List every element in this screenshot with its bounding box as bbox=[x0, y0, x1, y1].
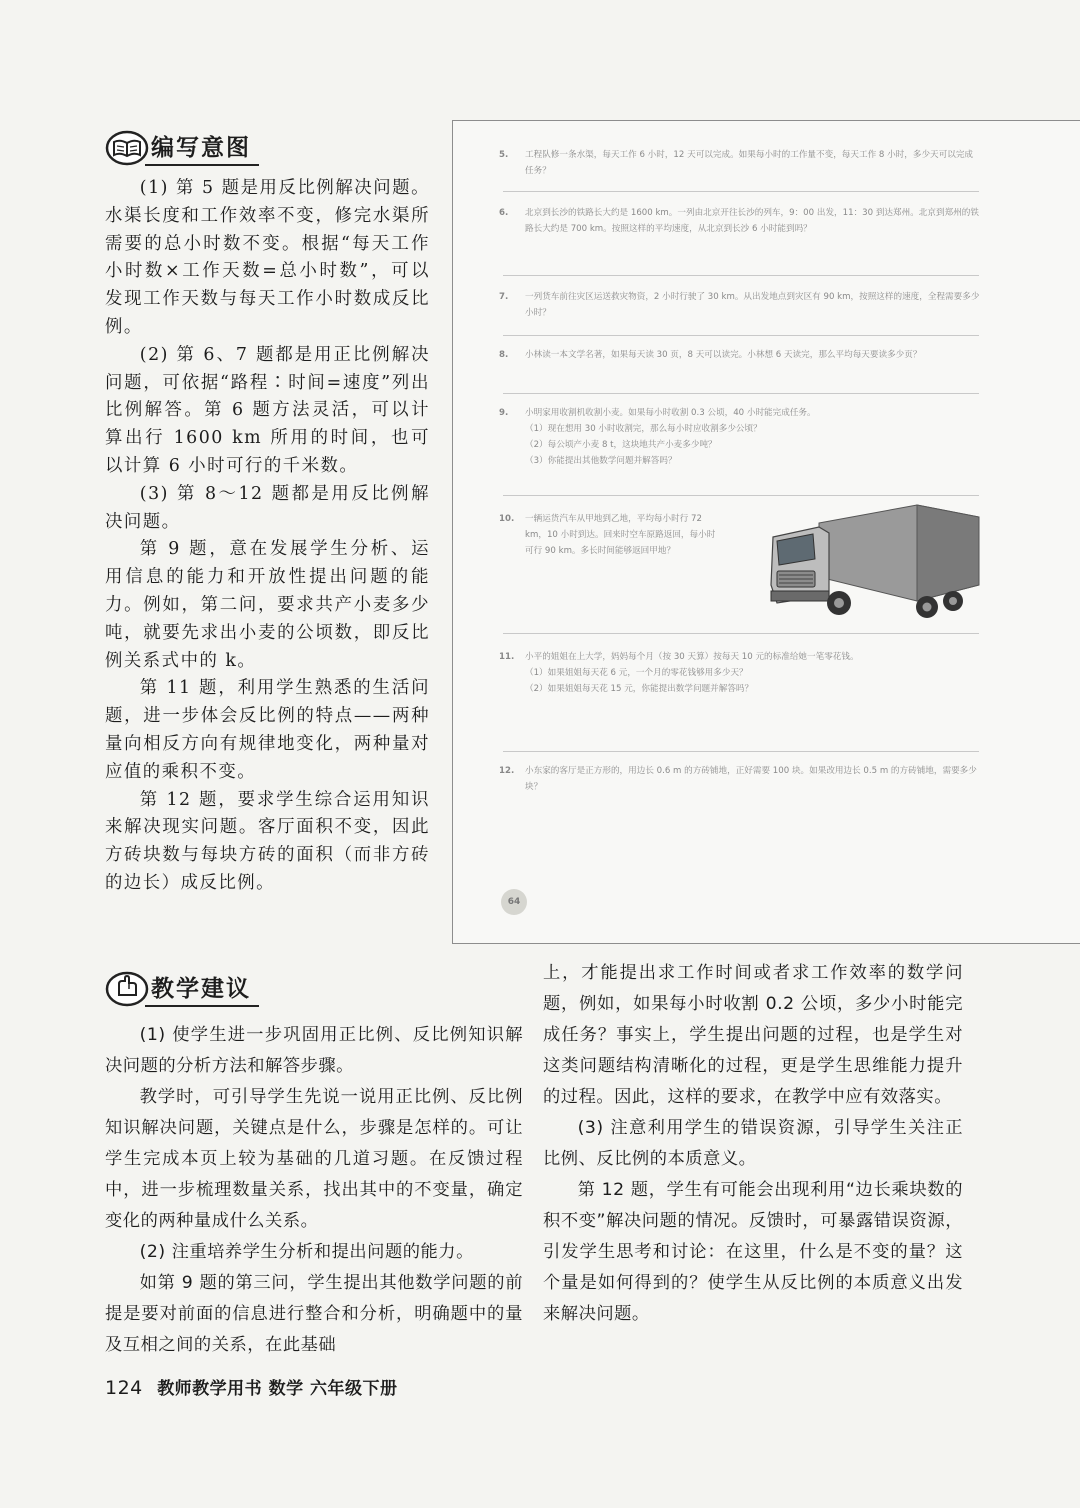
divider bbox=[503, 191, 979, 192]
suggestions-left-column bbox=[105, 1020, 523, 1361]
textbook-page-number: 64 bbox=[501, 889, 527, 915]
open-book-icon bbox=[105, 128, 149, 166]
suggestion-paragraph: (1) 使学生进一步巩固用正比例、反比例知识解决问题的分析方法和解答步骤。 bbox=[105, 1025, 523, 1076]
page-number: 124 bbox=[105, 1377, 143, 1399]
divider bbox=[503, 393, 979, 394]
problem-7: 7. 一列货车前往灾区运送救灾物资，2 小时行驶了 30 km。从出发地点到灾区有 90 km，按照这样的速度，全程需要多少小时？ bbox=[499, 292, 980, 318]
divider bbox=[503, 633, 979, 634]
problem-5: 5. 工程队修一条水渠，每天工作 6 小时，12 天可以完成。如果每小时的工作量不变，每天工作 8 小时，多少天可以完成任务？ bbox=[499, 150, 974, 176]
book-title: 教师教学用书 数学 六年级下册 bbox=[157, 1379, 398, 1399]
problem-8: 8. 小林读一本文学名著，如果每天读 30 页，8 天可以读完。小林想 6 天读完，那么平均每天要读多少页？ bbox=[499, 350, 922, 360]
textbook-page-thumbnail bbox=[452, 120, 1080, 944]
suggestion-paragraph: (2) 注重培养学生分析和提出问题的能力。 bbox=[139, 1242, 474, 1262]
writing-intent-section bbox=[105, 125, 430, 898]
suggestion-paragraph: 如第 9 题的第三问，学生提出其他数学问题的前提是要对前面的信息进行整合和分析，明确题中的量及互相之间的关系，在此基础 bbox=[105, 1273, 523, 1355]
writing-intent-heading bbox=[105, 125, 430, 169]
problem-11: 11. 小平的姐姐在上大学，妈妈每个月（按 30 天算）按每天 10 元的标准给她一笔零花钱。 （1）如果姐姐每天花 6 元，一个月的零花钱够用多少天？ （2）如果姐姐每天花 15 元，你能提出数学问题并解答吗？ bbox=[499, 652, 859, 694]
page-footer bbox=[105, 1374, 398, 1399]
suggestion-paragraph: 教学时，可引导学生先说一说用正比例、反比例知识解决问题，关键点是什么，步骤是怎样的。可让学生完成本页上较为基础的几道习题。在反馈过程中，进一步梳理数量关系，找出其中的不变量，确定变化的两种量成什么关系。 bbox=[105, 1087, 523, 1231]
writing-intent-title: 编写意图 bbox=[145, 129, 259, 166]
divider bbox=[503, 751, 979, 752]
suggestion-paragraph: (3) 注意利用学生的错误资源，引导学生关注正比例、反比例的本质意义。 bbox=[543, 1118, 963, 1169]
problem-9: 9. 小明家用收割机收割小麦。如果每小时收割 0.3 公顷，40 小时能完成任务。 （1）现在想用 30 小时收割完，那么每小时应收割多少公顷？ （2）每公顷产小麦 8 t，这块地共产小麦多少吨？ （3）你能提出其他数学问题并解答吗？ bbox=[499, 408, 816, 466]
problem-10: 10. 一辆运货汽车从甲地到乙地，平均每小时行 72 km，10 小时到达。回来时空车原路返回，每小时可行 90 km。多长时间能够返回甲地？ bbox=[499, 514, 716, 556]
problem-12: 12. 小东家的客厅是正方形的，用边长 0.6 m 的方砖铺地，正好需要 100 块。如果改用边长 0.5 m 的方砖铺地，需要多少块？ bbox=[499, 766, 977, 792]
intent-paragraph: (1) 第 5 题是用反比例解决问题。水渠长度和工作效率不变，修完水渠所需要的总小时数不变。根据“每天工作小时数×工作天数=总小时数”，可以发现工作天数与每天工作小时数成反比例。 bbox=[105, 178, 430, 337]
cargo-truck-illustration bbox=[767, 503, 983, 625]
intent-paragraph: 第 9 题，意在发展学生分析、运用信息的能力和开放性提出问题的能力。例如，第二问，要求共产小麦多少吨，就要先求出小麦的公顷数，即反比例关系式中的 k。 bbox=[105, 539, 430, 671]
teacher-hand-icon bbox=[105, 969, 149, 1007]
teaching-suggestions-heading bbox=[105, 966, 259, 1010]
intent-paragraph: 第 12 题，要求学生综合运用知识来解决现实问题。客厅面积不变，因此方砖块数与每块方砖的面积（而非方砖的边长）成反比例。 bbox=[105, 789, 430, 893]
teaching-suggestions-title: 教学建议 bbox=[145, 970, 259, 1007]
divider bbox=[503, 275, 979, 276]
intent-paragraph: 第 11 题，利用学生熟悉的生活问题，进一步体会反比例的特点——两种量向相反方向有规律地变化，两种量对应值的乘积不变。 bbox=[105, 678, 430, 782]
suggestion-paragraph: 第 12 题，学生有可能会出现利用“边长乘块数的积不变”解决问题的情况。反馈时，可暴露错误资源，引发学生思考和讨论：在这里，什么是不变的量？这个量是如何得到的？使学生从反比例的本质意义出发来解决问题。 bbox=[543, 1180, 963, 1324]
problem-6: 6. 北京到长沙的铁路长大约是 1600 km。一列由北京开往长沙的列车，9：00 出发，11：30 到达郑州。北京到郑州的铁路长大约是 700 km。按照这样的平均速度，从北京到长沙 6 小时能到吗？ bbox=[499, 208, 979, 234]
intent-paragraph: (3) 第 8～12 题都是用反比例解决问题。 bbox=[105, 483, 430, 532]
suggestions-right-column bbox=[543, 958, 963, 1330]
suggestion-paragraph: 上，才能提出求工作时间或者求工作效率的数学问题，例如，如果每小时收割 0.2 公顷，多少小时能完成任务？事实上，学生提出问题的过程，也是学生对这类问题结构清晰化的过程，更是学生思维能力提升的过程。因此，这样的要求，在教学中应有效落实。 bbox=[543, 963, 963, 1107]
divider bbox=[503, 495, 979, 496]
divider bbox=[503, 335, 979, 336]
intent-paragraph: (2) 第 6、7 题都是用正比例解决问题，可依据“路程∶时间=速度”列出比例解答。第 6 题方法灵活，可以计算出行 1600 km 所用的时间，也可以计算 6 小时可行的千米数。 bbox=[105, 344, 430, 476]
